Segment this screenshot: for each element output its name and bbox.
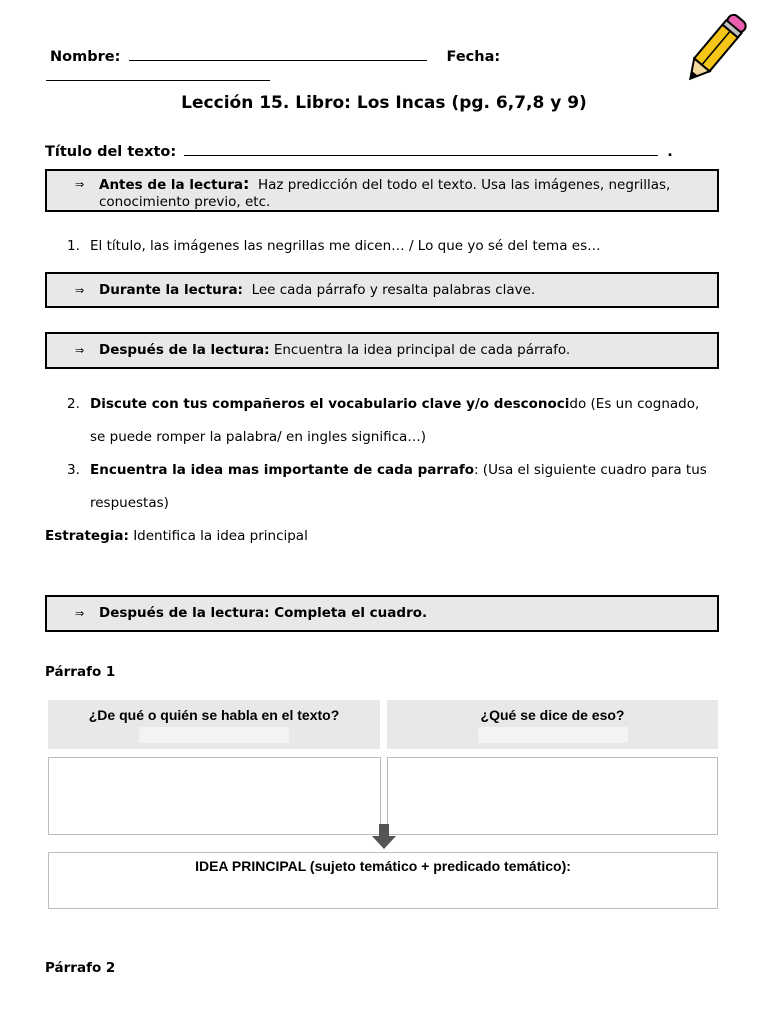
q2-line2: se puede romper la palabra/ en ingles significa…) [90,429,427,445]
subject-answer-cell[interactable] [48,757,381,835]
estrategia-text: Identifica la idea principal [133,528,308,544]
q1-text: El título, las imágenes las negrillas me dicen… / Lo que yo sé del tema es… [90,238,601,254]
pencil-icon [680,8,752,88]
antes-colon: : [242,174,250,193]
column-header-predicate-text: ¿Qué se dice de eso? [480,707,625,723]
fecha-blank[interactable] [46,68,270,81]
input-placeholder-strip [139,727,289,743]
q3-rest: : (Usa el siguiente cuadro para tus [473,462,707,478]
idea-principal-label: IDEA PRINCIPAL (sujeto temático + predicado temático): [195,858,571,874]
parrafo-2-label: Párrafo 2 [45,960,116,976]
q1-number: 1. [67,238,80,254]
q3-line2: respuestas) [90,495,169,511]
double-arrow-right-icon: ⇒ [75,607,85,620]
double-arrow-right-icon: ⇒ [75,284,85,297]
q2-bold: Discute con tus compañeros el vocabulario clave y/o desconoci [90,396,570,412]
q3-line1 [90,462,707,478]
q3-number: 3. [67,462,80,478]
double-arrow-right-icon: ⇒ [75,344,85,357]
completa-box [45,595,719,632]
input-placeholder-strip [478,727,628,743]
q2-number: 2. [67,396,80,412]
antes-box [45,169,719,212]
estrategia-row [45,528,308,544]
idea-principal-cell[interactable] [48,852,718,909]
estrategia-label: Estrategia: [45,528,129,544]
nombre-row [50,46,500,65]
parrafo-1-label: Párrafo 1 [45,664,116,680]
durante-label: Durante la lectura: [99,282,243,298]
q2-line1 [90,396,699,412]
titulo-blank[interactable] [184,141,658,156]
fecha-label: Fecha: [446,49,501,65]
durante-text: Lee cada párrafo y resalta palabras clave. [251,282,536,298]
despues-label: Después de la lectura: [99,342,270,358]
completa-label: Después de la lectura: Completa el cuadro. [99,605,428,621]
down-arrow-icon [371,824,397,850]
antes-text: Haz predicción del todo el texto. Usa las imágenes, negrillas, conocimiento previo, etc. [99,177,671,210]
antes-label: Antes de la lectura [99,177,243,193]
despues-box [45,332,719,369]
nombre-label: Nombre: [50,49,121,65]
double-arrow-right-icon: ⇒ [75,178,85,191]
q2-rest: do (Es un cognado, [569,396,700,412]
despues-text: Encuentra la idea principal de cada párrafo. [273,342,571,358]
nombre-blank[interactable] [129,46,427,61]
q3-bold: Encuentra la idea mas importante de cada parrafo [90,462,474,478]
titulo-end: . [667,144,673,160]
durante-box [45,272,719,308]
lesson-title: Lección 15. Libro: Los Incas (pg. 6,7,8 y 9) [181,93,587,113]
column-header-subject [48,700,380,749]
titulo-label: Título del texto: [45,144,177,160]
column-header-subject-text: ¿De qué o quién se habla en el texto? [88,707,340,723]
titulo-row [45,141,673,160]
predicate-answer-cell[interactable] [387,757,718,835]
column-header-predicate [387,700,718,749]
